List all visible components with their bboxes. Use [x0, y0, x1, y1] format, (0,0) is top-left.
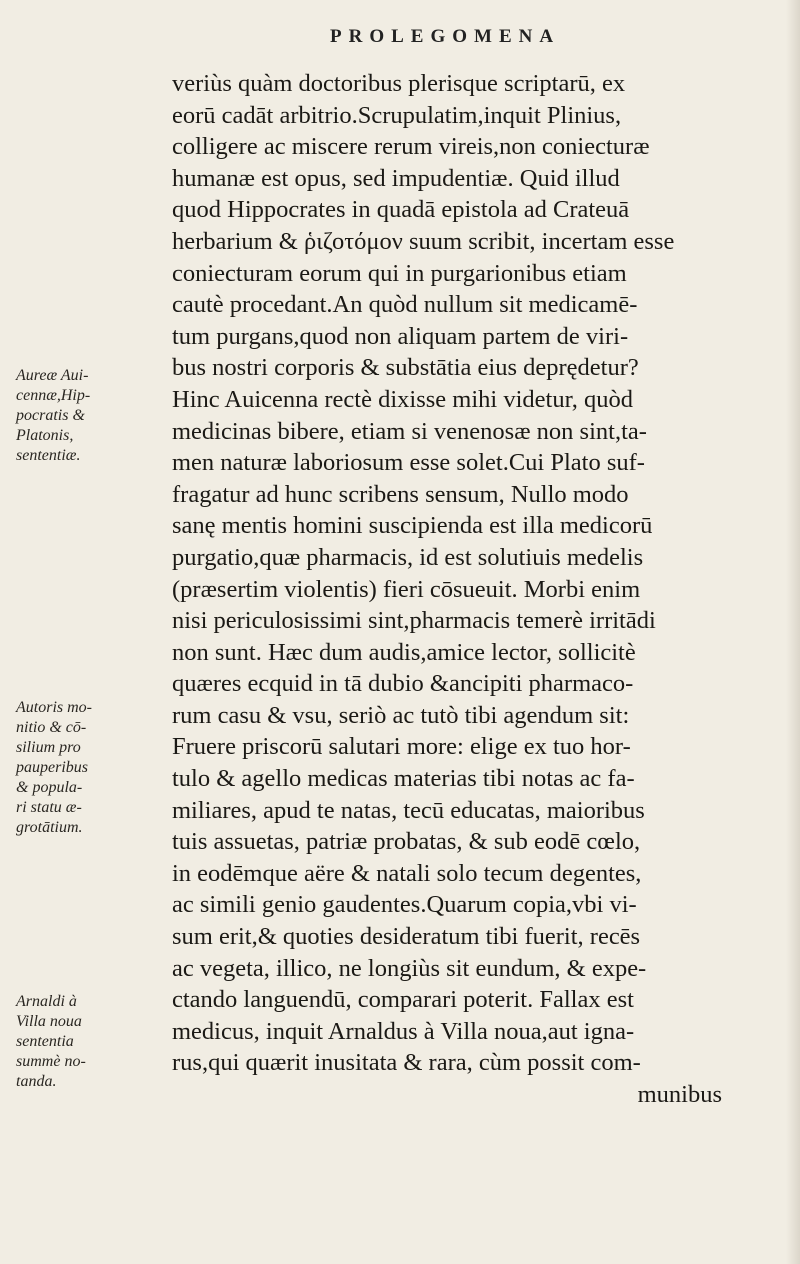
text-line: quod Hippocrates in quadā epistola ad Crateuā — [172, 196, 630, 224]
margin-note-line: Arnaldi à — [16, 993, 77, 1010]
margin-note-author — [16, 698, 166, 838]
text-line: men naturæ laboriosum esse solet.Cui Plato suf- — [172, 449, 645, 477]
text-line: (præsertim violentis) fieri cōsueuit. Morbi enim — [172, 575, 641, 603]
page-edge-shadow — [786, 0, 800, 1264]
margin-note-arnaldus — [16, 992, 166, 1092]
text-line: eorū cadāt arbitrio.Scrupulatim,inquit Plinius, — [172, 101, 622, 129]
margin-note-line: pauperibus — [16, 759, 88, 776]
text-line: rus,qui quærit inusitata & rara, cùm possit com- — [172, 1049, 641, 1077]
text-line: rum casu & vsu, seriò ac tutò tibi agendum sit: — [172, 701, 630, 729]
margin-note-line: Villa noua — [16, 1013, 82, 1030]
text-line: cautè procedant.An quòd nullum sit medicamē- — [172, 291, 638, 319]
text-line: tuis assuetas, patriæ probatas, & sub eodē cœlo, — [172, 828, 641, 856]
margin-note-avicenna — [16, 366, 166, 466]
margin-note-line: pocratis & — [16, 407, 85, 424]
text-line: tulo & agello medicas materias tibi notas ac fa- — [172, 765, 635, 793]
text-line: non sunt. Hæc dum audis,amice lector, sollicitè — [172, 638, 636, 666]
text-line: bus nostri corporis & substātia eius deprędetur? — [172, 354, 639, 382]
text-line: ctando languendū, comparari poterit. Fallax est — [172, 986, 634, 1014]
catchword: munibus — [637, 1081, 722, 1108]
margin-note-line: nitio & cō- — [16, 719, 87, 736]
text-line: tum purgans,quod non aliquam partem de viri- — [172, 322, 629, 350]
margin-note-line: Aureæ Aui- — [16, 367, 89, 384]
margin-note-line: grotātium. — [16, 819, 83, 836]
text-line: veriùs quàm doctoribus plerisque scriptarū, ex — [172, 70, 626, 97]
text-line: purgatio,quæ pharmacis, id est solutiuis medelis — [172, 543, 644, 571]
text-line: quæres ecquid in tā dubio &ancipiti pharmaco- — [172, 670, 634, 698]
running-header: PROLEGOMENA — [330, 26, 561, 47]
margin-note-line: cennæ,Hip- — [16, 387, 91, 404]
text-line: ac vegeta, illico, ne longiùs sit eundum, & expe- — [172, 954, 647, 982]
margin-note-line: tanda. — [16, 1073, 57, 1090]
text-line: Fruere priscorū salutari more: elige ex tuo hor- — [172, 733, 631, 761]
text-line: coniecturam eorum qui in purgarionibus etiam — [172, 259, 627, 287]
text-line: colligere ac miscere rerum vireis,non coniecturæ — [172, 133, 650, 161]
text-line: Hinc Auicenna rectè dixisse mihi videtur, quòd — [172, 385, 634, 413]
margin-note-line: & popula- — [16, 779, 83, 796]
text-line: medicinas bibere, etiam si venenosæ non sint,ta- — [172, 417, 647, 445]
margin-note-line: ri statu æ- — [16, 799, 82, 816]
text-line: in eodēmque aëre & natali solo tecum degentes, — [172, 859, 642, 887]
margin-note-line: Platonis, — [16, 427, 74, 444]
main-text — [172, 68, 772, 1111]
text-line: ac simili genio gaudentes.Quarum copia,vbi vi- — [172, 891, 637, 919]
text-line: herbarium & ῥιζοτόμον suum scribit, incertam esse — [172, 227, 675, 255]
margin-note-line: sententia — [16, 1033, 74, 1050]
margin-note-line: silium pro — [16, 739, 81, 756]
text-line: sum erit,& quoties desideratum tibi fuerit, recēs — [172, 923, 641, 951]
text-line: sanę mentis homini suscipienda est illa medicorū — [172, 512, 653, 540]
text-line: fragatur ad hunc scribens sensum, Nullo modo — [172, 480, 629, 508]
margin-note-line: Autoris mo- — [16, 699, 92, 716]
text-line: medicus, inquit Arnaldus à Villa noua,aut igna- — [172, 1017, 635, 1045]
text-line: humanæ est opus, sed impudentiæ. Quid illud — [172, 164, 620, 192]
text-line: nisi periculosissimi sint,pharmacis temerè irritādi — [172, 607, 656, 635]
margin-note-line: summè no- — [16, 1053, 86, 1070]
text-line: miliares, apud te natas, tecū educatas, maioribus — [172, 796, 645, 824]
margin-note-line: sententiæ. — [16, 447, 81, 464]
